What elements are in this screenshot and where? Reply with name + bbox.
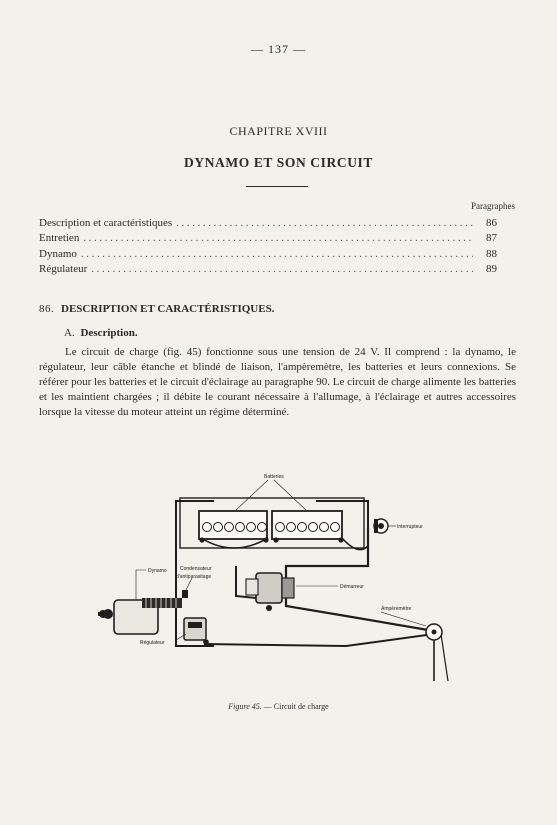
caption-figure-name: Figure 45. bbox=[228, 702, 262, 711]
ammeter-icon bbox=[426, 624, 442, 640]
toc-entry-number: 87 bbox=[486, 232, 497, 245]
subsection-heading bbox=[64, 327, 138, 339]
subsection-title: Description. bbox=[80, 327, 138, 339]
toc-entry-number: 86 bbox=[486, 217, 497, 229]
label-demarreur: Démarreur bbox=[340, 584, 364, 590]
toc-leader-dots bbox=[91, 263, 473, 275]
battery-icon bbox=[199, 511, 269, 543]
regulator-icon bbox=[184, 618, 209, 645]
switch-icon bbox=[374, 519, 388, 533]
charging-circuit-figure bbox=[96, 466, 466, 694]
toc-entry-label: Entretien bbox=[39, 232, 80, 245]
chapter-title: DYNAMO ET SON CIRCUIT bbox=[184, 155, 373, 170]
toc-entry[interactable] bbox=[39, 248, 497, 263]
label-batteries: Batteries bbox=[264, 474, 284, 480]
toc-leader-dots bbox=[83, 232, 473, 244]
toc-entry-number: 89 bbox=[486, 262, 497, 275]
subsection-letter: A. bbox=[64, 327, 75, 339]
circuit-diagram bbox=[96, 466, 466, 694]
label-interrupteur: Interrupteur bbox=[397, 524, 423, 530]
label-amperemetre: Ampèremètre bbox=[381, 606, 412, 612]
label-regulateur: Régulateur bbox=[140, 640, 165, 646]
label-leader bbox=[236, 480, 306, 510]
capacitor-icon bbox=[182, 590, 188, 598]
toc-entry[interactable] bbox=[39, 232, 497, 247]
label-leader bbox=[136, 570, 146, 600]
toc-entry-label: Description et caractéristiques bbox=[39, 217, 173, 229]
toc-leader-dots bbox=[81, 248, 473, 260]
table-of-contents bbox=[39, 217, 497, 278]
label-condensateur: Condensateur bbox=[180, 566, 212, 572]
toc-entry[interactable] bbox=[39, 217, 497, 232]
toc-header: Paragraphes bbox=[471, 201, 515, 211]
figure-caption bbox=[0, 702, 557, 711]
section-heading bbox=[39, 303, 274, 315]
wire-regulator-ammeter bbox=[204, 634, 434, 646]
wire-ammeter-lead-2 bbox=[441, 634, 448, 681]
chapter-label: CHAPITRE XVIII bbox=[229, 124, 328, 138]
description-paragraph bbox=[39, 345, 516, 420]
wire-main bbox=[286, 528, 434, 631]
toc-entry-number: 88 bbox=[486, 247, 497, 260]
toc-entry[interactable] bbox=[39, 263, 497, 278]
dynamo-icon bbox=[98, 598, 182, 634]
toc-leader-dots bbox=[176, 217, 473, 229]
paragraph-text: Le circuit de charge (fig. 45) fonctionne sous une tension de 24 V. Il comprend : la dynamo, le régulateur, leur câble étanche et blindé de liaison, l'ampèremètre, les batteries et leurs connexions. Se référer pour les batteries et le circuit d'éclairage au paragraphe 90. Le circuit de charge alimente les batteries et les maintient chargées ; il débite le courant nécessaire à l'allumage, à l'éclairage et autres accessoires lorsque la vitesse du moteur atteint un régime déterminé. bbox=[39, 346, 516, 418]
label-antiparasitage: d'antiparasitage bbox=[176, 574, 212, 580]
title-divider bbox=[246, 186, 308, 187]
toc-entry-label: Dynamo bbox=[39, 247, 77, 260]
page-number: — 137 — bbox=[251, 42, 306, 56]
caption-text: — Circuit de charge bbox=[263, 702, 329, 711]
section-number: 86. bbox=[39, 303, 55, 315]
label-dynamo: Dynamo bbox=[148, 568, 167, 574]
section-title: DESCRIPTION ET CARACTÉRISTIQUES. bbox=[61, 303, 275, 315]
toc-entry-label: Régulateur bbox=[39, 262, 88, 275]
battery-icon bbox=[272, 511, 344, 543]
